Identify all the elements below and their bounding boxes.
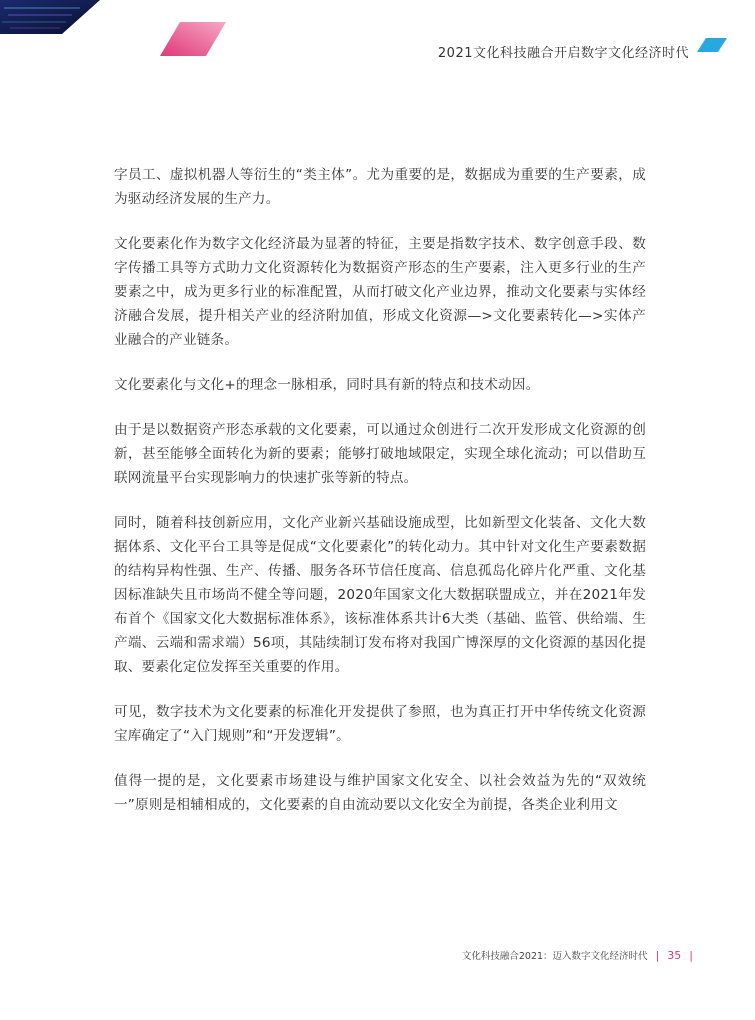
footer-separator: | (655, 948, 660, 962)
footer-separator: | (689, 948, 693, 962)
running-header-title: 2021文化科技融合开启数字文化经济时代 (437, 46, 689, 61)
paragraph: 由于是以数据资产形态承载的文化要素，可以通过众创进行二次开发形成文化资源的创新，甚至能够全面转化为新的要素；能够打破地域限定，实现全球化流动；可以借助互联网流量平台实现影响力的快速扩张等新的特点。 (114, 422, 646, 486)
body-text (114, 163, 646, 838)
paragraph: 可见，数字技术为文化要素的标准化开发提供了参照，也为真正打开中华传统文化资源宝库确定了“入门规则”和“开发逻辑”。 (114, 704, 646, 744)
paragraph: 文化要素化作为数字文化经济最为显著的特征，主要是指数字技术、数字创意手段、数字传播工具等方式助力文化资源转化为数据资产形态的生产要素，注入更多行业的生产要素之中，成为更多行业的标准配置，从而打破文化产业边界，推动文化要素与实体经济融合发展，提升相关产业的经济附加值，形成文化资源—>文化要素转化—>实体产业融合的产业链条。 (114, 236, 646, 348)
page-number: 35 (667, 948, 682, 962)
paragraph: 文化要素化与文化+的理念一脉相承，同时具有新的特点和技术动因。 (114, 377, 540, 393)
footer-running-title: 文化科技融合2021：迈入数字文化经济时代 (461, 951, 648, 962)
page-footer (462, 948, 693, 962)
paragraph: 值得一提的是，文化要素市场建设与维护国家文化安全、以社会效益为先的“双效统一”原则是相辅相成的，文化要素的自由流动要以文化安全为前提，各类企业利用文 (114, 773, 646, 813)
pink-parallelogram-graphic (160, 22, 226, 56)
blue-parallelogram-graphic (697, 38, 727, 52)
corner-graphic (0, 0, 110, 38)
paragraph: 字员工、虚拟机器人等衍生的“类主体”。尤为重要的是，数据成为重要的生产要素，成为驱动经济发展的生产力。 (114, 167, 646, 207)
paragraph: 同时，随着科技创新应用，文化产业新兴基础设施成型，比如新型文化装备、文化大数据体系、文化平台工具等是促成“文化要素化”的转化动力。其中针对文化生产要素数据的结构异构性强、生产、传播、服务各环节信任度高、信息孤岛化碎片化严重、文化基因标准缺失且市场尚不健全等问题，2020年国家文化大数据联盟成立，并在2021年发布首个《国家文化大数据标准体系》，该标准体系共计6大类（基础、监管、供给端、生产端、云端和需求端）56项，其陆续制订发布将对我国广博深厚的文化资源的基因化提取、要素化定位发挥至关重要的作用。 (114, 515, 646, 675)
